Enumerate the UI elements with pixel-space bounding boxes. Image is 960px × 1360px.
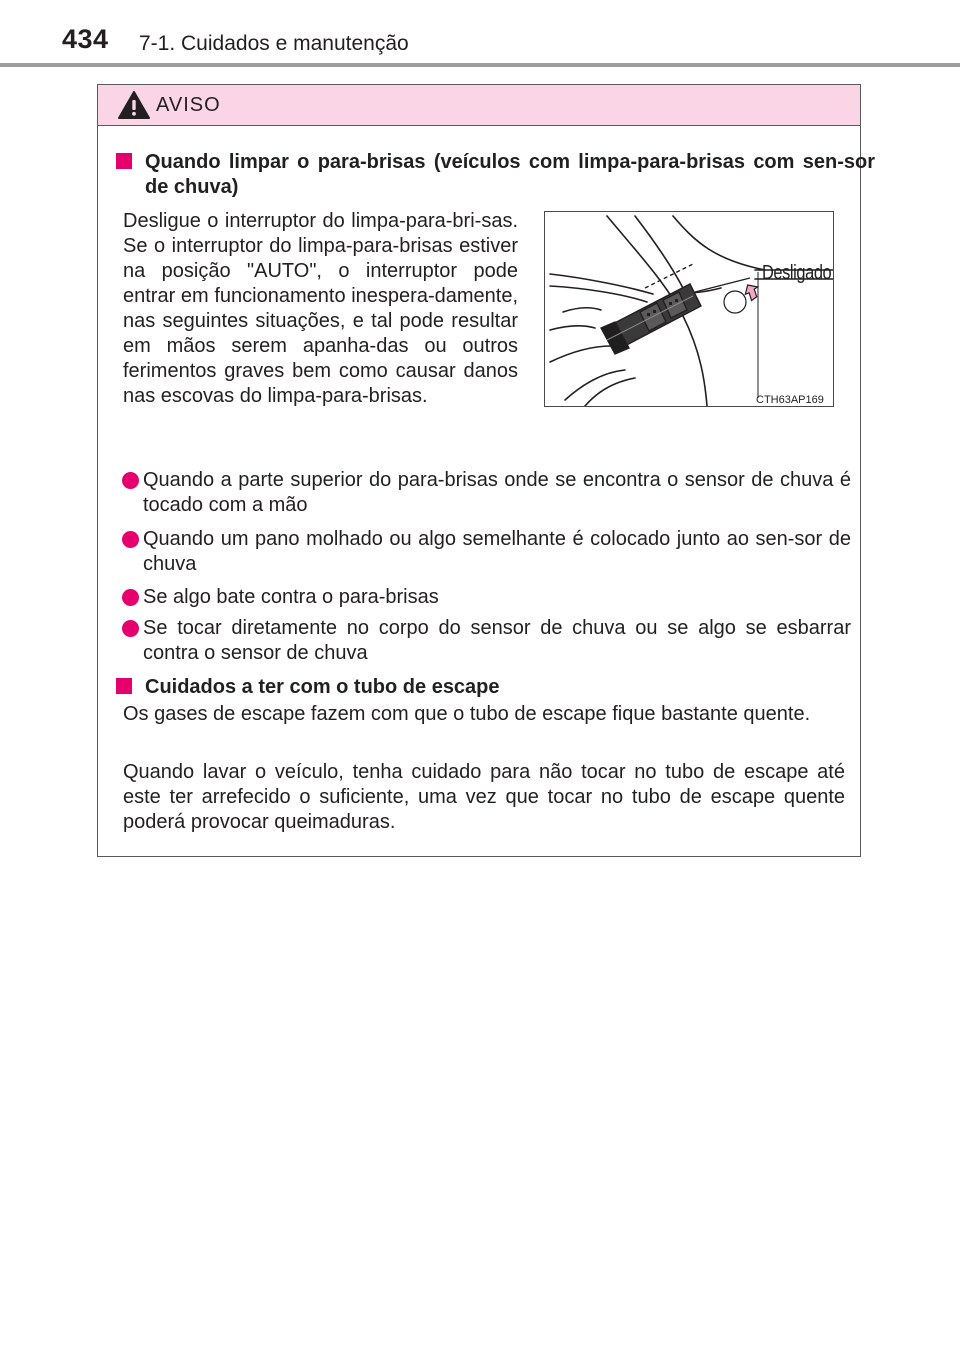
list-item-text: Se tocar diretamente no corpo do sensor de chuva ou se algo se esbarrar contra o sensor de chuva xyxy=(143,617,851,664)
page-number: 434 xyxy=(62,24,109,54)
list-item-text: Quando um pano molhado ou algo semelhante é colocado junto ao sen-sor de chuva xyxy=(143,528,851,575)
heading-text: Cuidados a ter com o tubo de escape xyxy=(145,676,500,698)
rain-sensor-intro: Desligue o interruptor do limpa-para-bri-sas. Se o interruptor do limpa-para-brisas estiver na posição "AUTO", o interruptor pode entrar em funcionamento inespera-damente, nas seguintes situações, e tal pode resultar em mãos serem apanha-das ou outros ferimentos graves bem como causar danos nas escovas do limpa-para-brisas. xyxy=(123,210,518,407)
figure-code: CTH63AP169 xyxy=(756,394,824,406)
wiper-switch-figure xyxy=(544,211,834,407)
list-item-text: Se algo bate contra o para-brisas xyxy=(143,586,439,608)
off-position-label: Desligado xyxy=(762,262,832,284)
heading-text: Quando limpar o para-brisas (veículos com limpa-para-brisas com sen-sor de chuva) xyxy=(145,151,875,198)
round-bullet-icon xyxy=(122,589,139,606)
wiper-lever-illustration xyxy=(545,212,833,406)
header-rule xyxy=(0,63,960,67)
round-bullet-icon xyxy=(122,531,139,548)
page-header xyxy=(0,0,960,62)
warning-content xyxy=(98,85,875,856)
exhaust-paragraph: Quando lavar o veículo, tenha cuidado para não tocar no tubo de escape até este ter arrefecido o suficiente, uma vez que tocar no tubo de escape quente poderá provocar queimaduras. xyxy=(123,761,845,833)
exhaust-paragraph: Os gases de escape fazem com que o tubo de escape fique bastante quente. xyxy=(123,703,811,725)
round-bullet-icon xyxy=(122,472,139,489)
list-item-text: Quando a parte superior do para-brisas onde se encontra o sensor de chuva é tocado com a mão xyxy=(143,469,851,516)
warning-box xyxy=(97,84,875,857)
warning-label: AVISO xyxy=(156,94,221,116)
section-title: 7-1. Cuidados e manutenção xyxy=(139,32,409,55)
round-bullet-icon xyxy=(122,620,139,637)
square-bullet-icon xyxy=(116,153,132,169)
square-bullet-icon xyxy=(116,678,132,694)
